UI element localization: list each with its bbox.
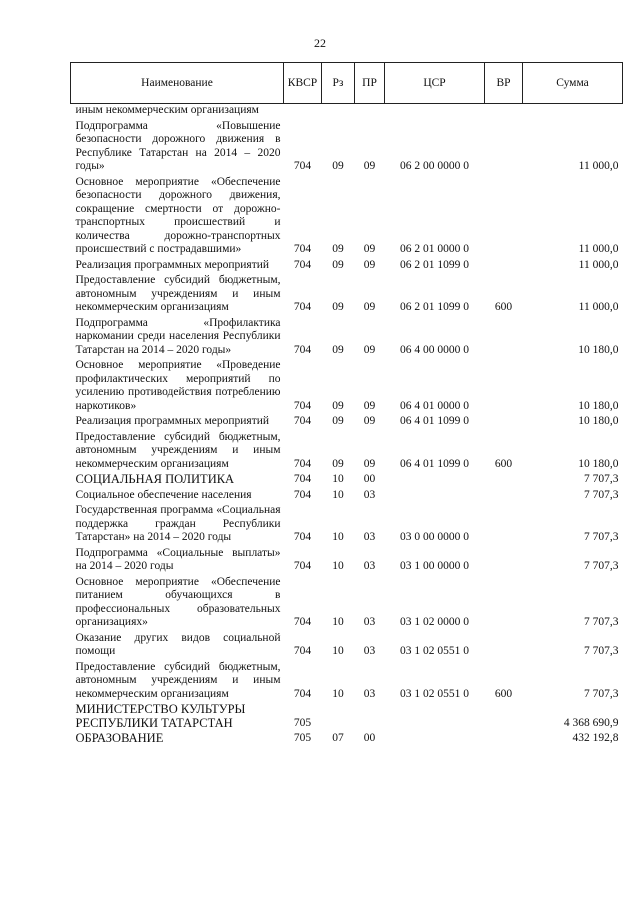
row-sum: 7 707,3 [584,531,619,543]
row-rz: 10 [332,488,344,501]
row-vr [485,258,523,274]
row-csr: 03 0 00 0000 0 [400,531,469,543]
header-sum: Сумма [523,63,623,104]
row-name: СОЦИАЛЬНАЯ ПОЛИТИКА [75,472,235,486]
row-vr [485,575,523,631]
row-csr: 03 1 02 0000 0 [400,616,469,628]
row-csr: 03 1 02 0551 0 [400,687,469,700]
row-name: Подпрограмма «Повышение безопасности дорожного движения в Республике Татарстан на 2014 – 2020 годы» [75,119,281,172]
row-csr: 03 1 02 0551 0 [400,645,469,657]
row-rz: 09 [332,243,344,255]
table-row [71,430,623,473]
row-pr: 09 [363,343,376,356]
row-name: Основное мероприятие «Проведение профилактических мероприятий по усилению противодействия потреблению наркотиков» [75,359,281,412]
row-kvsr: 704 [293,243,312,255]
row-kvsr: 704 [293,560,312,572]
table-row [71,631,623,660]
row-csr: 06 4 01 0000 0 [400,399,469,412]
row-name: Оказание других видов социальной помощи [75,631,281,657]
row-sum: 11 000,0 [578,243,619,255]
row-sum: 10 180,0 [578,415,619,427]
row-kvsr: 704 [293,301,312,313]
row-sum: 7 707,3 [584,560,619,572]
row-pr: 09 [363,160,376,172]
table-row [71,414,623,430]
table-row [71,472,623,488]
row-rz [322,702,355,731]
header-rz: Рз [322,63,355,104]
header-name: Наименование [71,63,284,104]
row-csr: 06 2 01 1099 0 [400,258,469,271]
row-pr: 09 [363,258,376,271]
row-rz: 10 [332,473,344,485]
row-rz: 10 [332,560,344,572]
row-pr: 09 [363,399,376,412]
row-sum: 11 000,0 [578,160,619,172]
table-row [71,358,623,414]
row-kvsr: 704 [293,399,312,412]
header-pr: ПР [355,63,385,104]
row-name: иным некоммерческим организациям [75,104,259,116]
row-name: Предоставление субсидий бюджетным, автономным учреждениям и иным некоммерческим организациям [75,274,281,313]
header-kvsr: КВСР [284,63,322,104]
row-vr [485,358,523,414]
page-number: 22 [314,36,326,50]
row-pr: 09 [363,457,376,470]
table-row [71,702,623,731]
row-csr: 06 2 00 0000 0 [400,160,469,172]
table-row [71,175,623,258]
row-csr: 06 4 01 1099 0 [400,415,469,427]
row-name: Подпрограмма «Социальные выплаты» на 2014 – 2020 годы [75,546,281,572]
row-csr [385,731,485,747]
row-name: Основное мероприятие «Обеспечение питанием обучающихся в профессиональных образовательных организациях» [75,575,281,628]
row-sum: 7 707,3 [584,645,619,657]
row-pr: 00 [363,473,376,485]
row-sum: 11 000,0 [578,258,619,271]
row-kvsr: 704 [293,258,312,271]
row-name: Реализация программных мероприятий [75,258,270,271]
row-vr [485,702,523,731]
row-pr: 09 [363,243,376,255]
row-sum: 432 192,8 [572,732,619,744]
table-row [71,104,623,119]
row-sum: 10 180,0 [578,457,619,470]
row-sum [523,104,623,119]
table-row [71,119,623,175]
row-pr [355,702,385,731]
row-sum: 10 180,0 [578,343,619,356]
row-vr [485,119,523,175]
row-pr: 03 [363,488,376,501]
table-row [71,731,623,747]
row-sum: 10 180,0 [578,399,619,412]
row-vr [485,175,523,258]
row-sum: 4 368 690,9 [563,716,619,729]
row-vr [485,731,523,747]
row-csr: 03 1 00 0000 0 [400,560,469,572]
row-rz: 10 [332,645,344,657]
row-kvsr: 704 [293,160,312,172]
row-rz: 10 [332,531,344,543]
row-sum: 7 707,3 [584,687,619,700]
row-rz: 09 [332,399,344,412]
row-rz: 10 [332,616,344,628]
table-row [71,273,623,316]
row-vr [485,503,523,546]
header-csr: ЦСР [385,63,485,104]
table-row [71,546,623,575]
table-row [71,503,623,546]
row-csr [385,702,485,731]
row-sum: 7 707,3 [584,473,619,485]
header-vr: ВР [485,63,523,104]
row-sum: 11 000,0 [578,301,619,313]
row-rz: 09 [332,415,344,427]
row-vr [485,488,523,504]
row-vr: 600 [494,687,513,700]
row-pr: 03 [363,560,376,572]
row-pr: 09 [363,301,376,313]
row-sum: 7 707,3 [584,488,619,501]
row-rz: 09 [332,160,344,172]
row-pr [355,104,385,119]
row-kvsr: 704 [293,343,312,356]
row-kvsr: 704 [293,645,312,657]
row-vr: 600 [494,301,513,313]
table-row [71,660,623,703]
row-name: ОБРАЗОВАНИЕ [75,731,164,745]
row-csr [385,472,485,488]
row-kvsr: 704 [293,616,312,628]
row-kvsr: 704 [293,473,312,485]
row-rz: 09 [332,457,344,470]
row-name: Социальное обеспечение населения [75,488,252,501]
row-name: Подпрограмма «Профилактика наркомании среди населения Республики Татарстан на 2014 – 2020 годы» [75,316,281,356]
row-pr: 03 [363,531,376,543]
row-pr: 00 [363,732,376,744]
row-pr: 03 [363,616,376,628]
row-csr: 06 2 01 1099 0 [400,301,469,313]
row-name: Реализация программных мероприятий [75,415,270,427]
row-rz: 10 [332,687,344,700]
row-vr [485,104,523,119]
row-csr [385,104,485,119]
row-vr [485,316,523,359]
row-sum: 7 707,3 [584,616,619,628]
row-rz: 09 [332,343,344,356]
table-row [71,488,623,504]
row-name: Основное мероприятие «Обеспечение безопасности дорожного движения, сокращение смертности от дорожно-транспортных происшествий и количества дорожно-транспортных происшествий с пострадавшими» [75,175,281,255]
row-rz: 09 [332,301,344,313]
row-vr: 600 [494,457,513,470]
row-kvsr [284,104,322,119]
table-row [71,316,623,359]
row-rz [322,104,355,119]
row-kvsr: 704 [293,488,312,501]
row-kvsr: 705 [293,716,312,729]
row-name: Предоставление субсидий бюджетным, автономным учреждениям и иным некоммерческим организациям [75,430,281,470]
row-kvsr: 704 [293,415,312,427]
row-vr [485,631,523,660]
row-rz: 07 [332,732,344,744]
row-kvsr: 704 [293,531,312,543]
row-kvsr: 704 [293,687,312,700]
row-pr: 09 [363,415,376,427]
table-row [71,258,623,274]
row-rz: 09 [332,258,344,271]
table-header-row [71,63,623,104]
row-pr: 03 [363,687,376,700]
row-csr: 06 4 01 1099 0 [400,457,469,470]
table-row [71,575,623,631]
row-name: МИНИСТЕРСТВО КУЛЬТУРЫ РЕСПУБЛИКИ ТАТАРСТАН [75,702,246,730]
row-name: Предоставление субсидий бюджетным, автономным учреждениям и иным некоммерческим организациям [75,660,281,700]
row-vr [485,546,523,575]
row-csr: 06 2 01 0000 0 [400,243,469,255]
row-kvsr: 704 [293,457,312,470]
row-csr [385,488,485,504]
budget-table [70,62,623,747]
row-kvsr: 705 [293,732,312,744]
row-vr [485,414,523,430]
row-name: Государственная программа «Социальная поддержка граждан Республики Татарстан» на 2014 – 2020 годы [75,504,281,543]
row-vr [485,472,523,488]
row-pr: 03 [363,645,376,657]
row-csr: 06 4 00 0000 0 [400,343,469,356]
